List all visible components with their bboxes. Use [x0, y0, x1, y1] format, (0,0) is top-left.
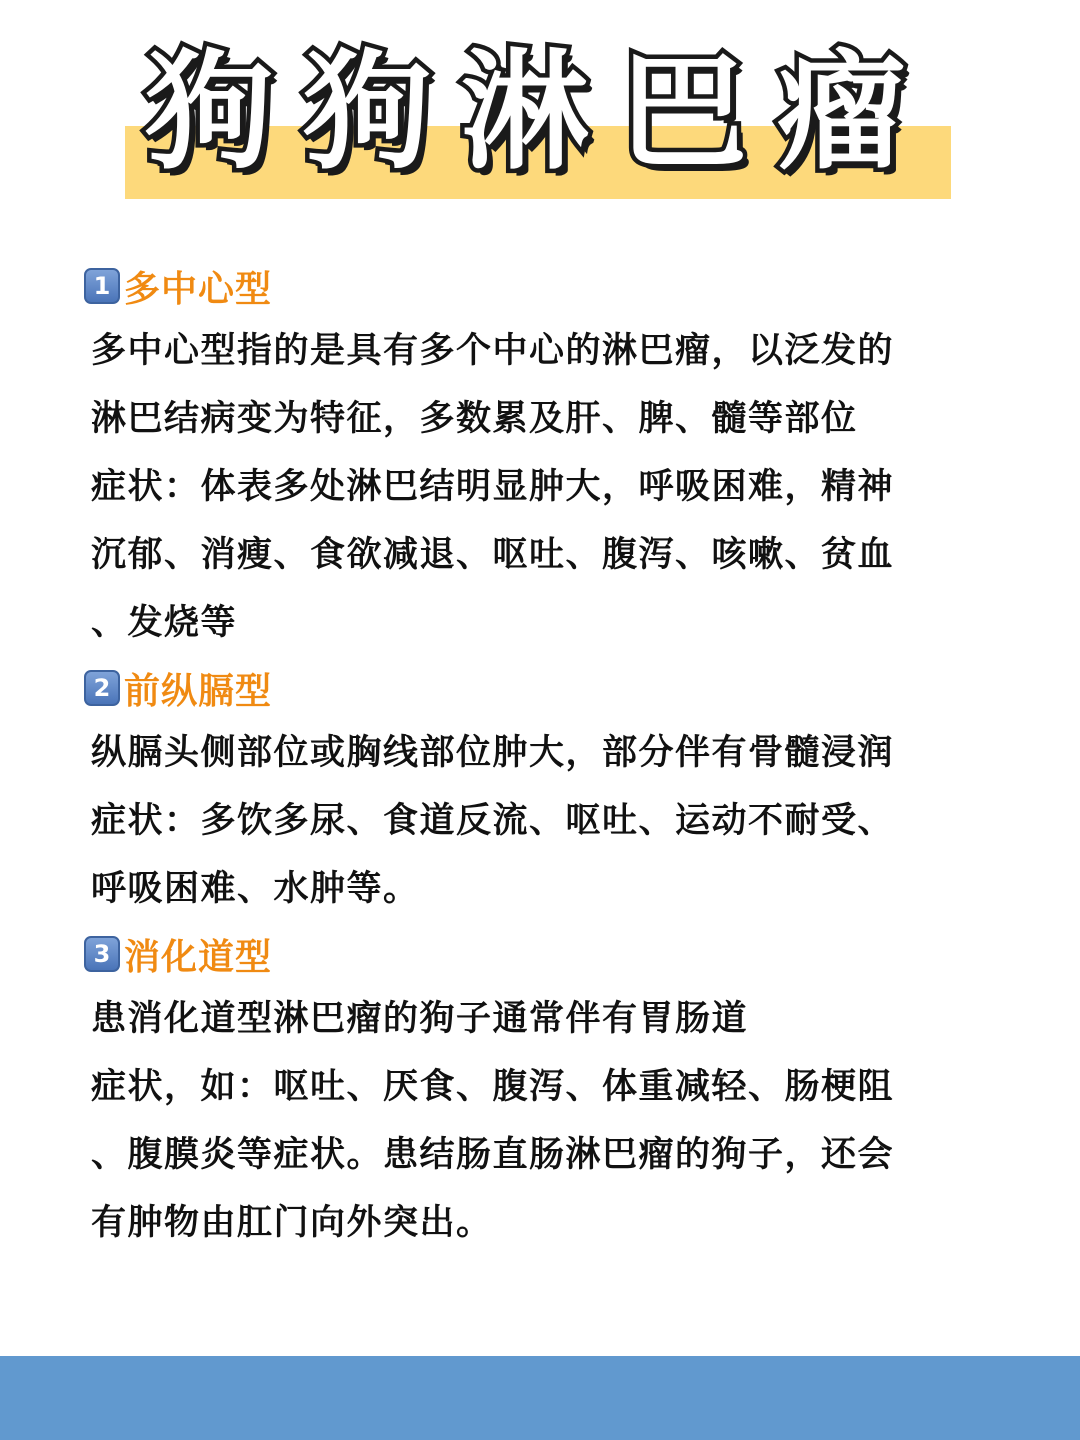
paragraph-line: 症状，如：呕吐、厌食、腹泻、体重减轻、肠梗阻 [91, 1067, 895, 1107]
section-heading-1 [84, 255, 1004, 317]
number-badge-3: 3 [84, 936, 120, 972]
article-body [84, 255, 1004, 1257]
paragraph-line: 有肿物由肛门向外突出。 [91, 1203, 493, 1243]
paragraph-line: 淋巴结病变为特征，多数累及肝、脾、髓等部位 [91, 399, 858, 439]
section-heading-2 [84, 657, 1004, 719]
paragraph-line: 、腹膜炎等症状。患结肠直肠淋巴瘤的狗子，还会 [91, 1135, 895, 1175]
paragraph-line: 沉郁、消瘦、食欲减退、呕吐、腹泻、咳嗽、贫血 [91, 535, 895, 575]
section-heading-3 [84, 923, 1004, 985]
page-title: 狗狗淋巴瘤 [144, 38, 935, 187]
section-title-3: 消化道型 [124, 936, 273, 978]
paragraph-line: 症状：多饮多尿、食道反流、呕吐、运动不耐受、 [91, 801, 895, 841]
number-badge-2: 2 [84, 670, 120, 706]
paragraph-line: 多中心型指的是具有多个中心的淋巴瘤，以泛发的 [91, 331, 895, 371]
paragraph-line: 纵膈头侧部位或胸线部位肿大，部分伴有骨髓浸润 [91, 733, 895, 773]
title-banner [0, 30, 1080, 220]
paragraph-line: 症状：体表多处淋巴结明显肿大，呼吸困难，精神 [91, 467, 895, 507]
number-badge-1: 1 [84, 268, 120, 304]
paragraph-line: 呼吸困难、水肿等。 [91, 869, 420, 909]
paragraph-line: 患消化道型淋巴瘤的狗子通常伴有胃肠道 [91, 999, 749, 1039]
bottom-bar [0, 1356, 1080, 1440]
paragraph-line: 、发烧等 [91, 603, 238, 643]
section-title-2: 前纵膈型 [124, 670, 273, 712]
section-title-1: 多中心型 [124, 268, 273, 310]
